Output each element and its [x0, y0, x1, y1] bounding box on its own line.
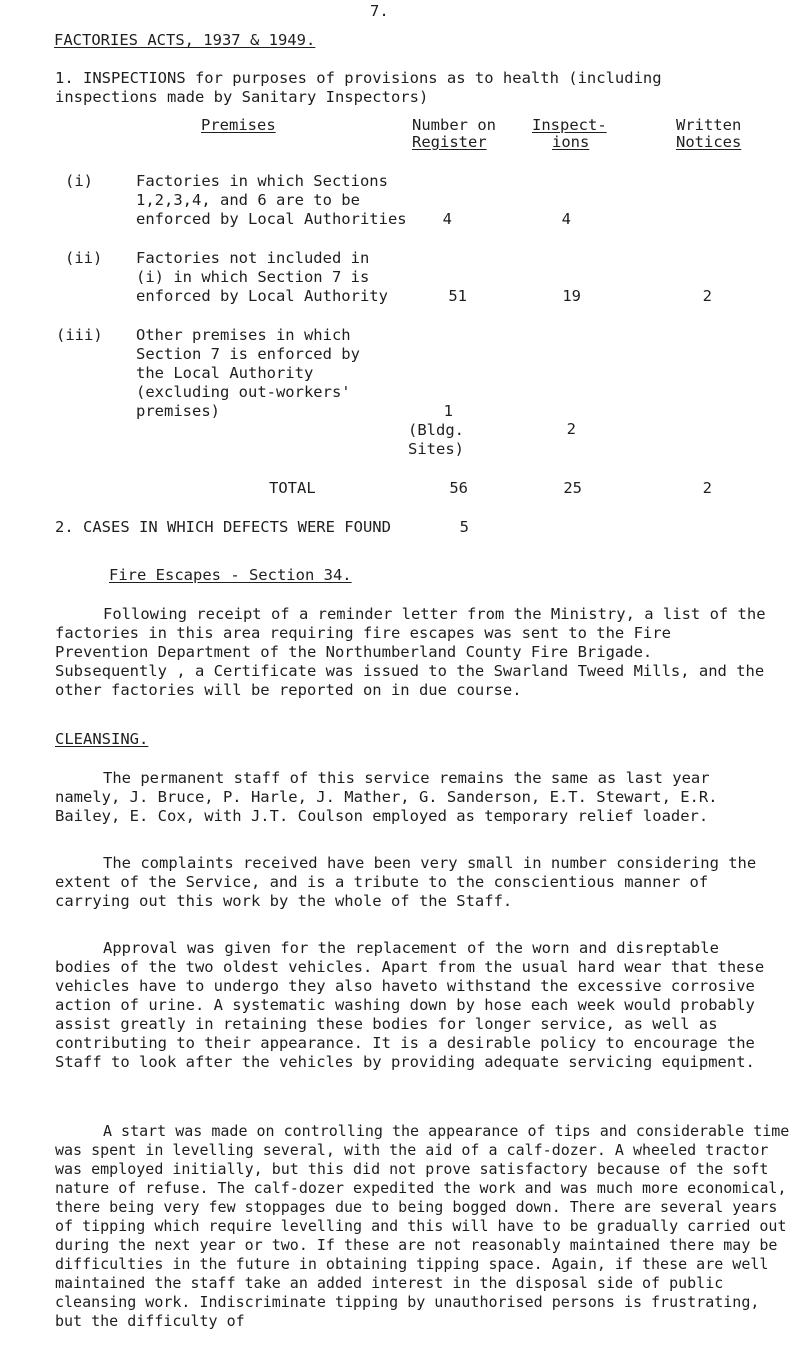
row-i-label: (i): [65, 172, 93, 190]
section2-label: 2. CASES IN WHICH DEFECTS WERE FOUND: [55, 518, 391, 536]
row-iii-register-note-2: Sites): [408, 440, 464, 458]
cleansing-paragraph-1: The permanent staff of this service remains the same as last year namely, J. Bruce, P. Harle, J. Mather, G. Sanderson, E.T. Stewart, E.R. Bailey, E. Cox, with J.T. Coulson employed as temporary relief loader.: [55, 769, 718, 825]
column-header-inspections-2: ions: [552, 133, 590, 151]
page-number: 7.: [370, 2, 389, 20]
row-i-inspections: 4: [561, 210, 571, 228]
section1-heading: 1. INSPECTIONS for purposes of provisions as to health (including inspections made by Sanitary Inspectors): [55, 69, 662, 106]
row-iii-line2: Section 7 is enforced by: [136, 345, 360, 363]
cleansing-paragraph-4: A start was made on controlling the appearance of tips and considerable time was spent in levelling several, with the aid of a calf-dozer. A wheeled tractor was employed initially, but this did not prove satisfactory because of the soft nature of refuse. The calf-dozer expedited the work and was much more economical, there being very few stoppages due to being bogged down. There are several years of tipping which require levelling and this will have to be gradually carried out during the next year or two. If these are not reasonably maintained there may be difficulties in the future in obtaining tipping space. Again, if these are well maintained the staff take an added interest in the disposal side of public cleansing work. Indiscriminate tipping by unauthorised persons is frustrating, but the difficulty of: [55, 1122, 790, 1330]
column-header-register-2: Register: [412, 133, 487, 151]
row-ii-notices: 2: [702, 287, 712, 305]
row-iii-line5: premises): [136, 402, 220, 420]
row-iii-label: (iii): [56, 326, 103, 344]
fire-escapes-heading: Fire Escapes - Section 34.: [109, 566, 352, 584]
cleansing-paragraph-2: The complaints received have been very small in number considering the extent of the Service, and is a tribute to the conscientious manner of carrying out this work by the whole of the Staff.: [55, 854, 757, 910]
row-ii-line3: enforced by Local Authority: [136, 287, 388, 305]
column-header-register-1: Number on: [412, 116, 496, 134]
column-header-notices-1: Written: [676, 116, 742, 134]
total-register: 56: [449, 479, 468, 497]
row-ii-inspections: 19: [562, 287, 581, 305]
row-i-register: 4: [442, 210, 452, 228]
row-iii-inspections: 2: [566, 420, 576, 438]
row-ii-line1: Factories not included in: [136, 249, 370, 267]
cleansing-heading: CLEANSING.: [55, 730, 149, 748]
row-iii-line1: Other premises in which: [136, 326, 351, 344]
cleansing-paragraph-3: Approval was given for the replacement of the worn and disreptable bodies of the two oldest vehicles. Apart from the usual hard wear that these vehicles have to undergo they also haveto withstand the excessive corrosive action of urine. A systematic washing down by hose each week would probably assist greatly in retaining these bodies for longer service, as well as contributing to their appearance. It is a desirable policy to encourage the Staff to look after the vehicles by providing adequate servicing equipment.: [55, 939, 765, 1071]
column-header-notices-2: Notices: [676, 133, 742, 151]
row-iii-register-note-1: (Bldg.: [408, 421, 464, 439]
row-iii-line4: (excluding out-workers': [136, 383, 351, 401]
row-i-line2: 1,2,3,4, and 6 are to be: [136, 191, 360, 209]
row-iii-line3: the Local Authority: [136, 364, 314, 382]
column-header-premises: Premises: [201, 116, 276, 134]
row-iii-register: 1: [443, 402, 453, 420]
column-header-inspections-1: Inspect-: [532, 116, 607, 134]
row-i-line3: enforced by Local Authorities: [136, 210, 407, 228]
section2-value: 5: [459, 518, 469, 536]
row-ii-label: (ii): [65, 249, 103, 267]
total-label: TOTAL: [269, 479, 316, 497]
total-inspections: 25: [563, 479, 582, 497]
page-title: FACTORIES ACTS, 1937 & 1949.: [54, 31, 316, 49]
row-ii-line2: (i) in which Section 7 is: [136, 268, 370, 286]
row-ii-register: 51: [448, 287, 467, 305]
row-i-line1: Factories in which Sections: [136, 172, 388, 190]
total-notices: 2: [702, 479, 712, 497]
fire-escapes-text: Following receipt of a reminder letter from the Ministry, a list of the factories in this area requiring fire escapes was sent to the Fire Prevention Department of the Northumberland County Fire Brigade. Subsequently , a Certificate was issued to the Swarland Tweed Mills, and the other factories will be reported on in due course.: [55, 605, 766, 699]
